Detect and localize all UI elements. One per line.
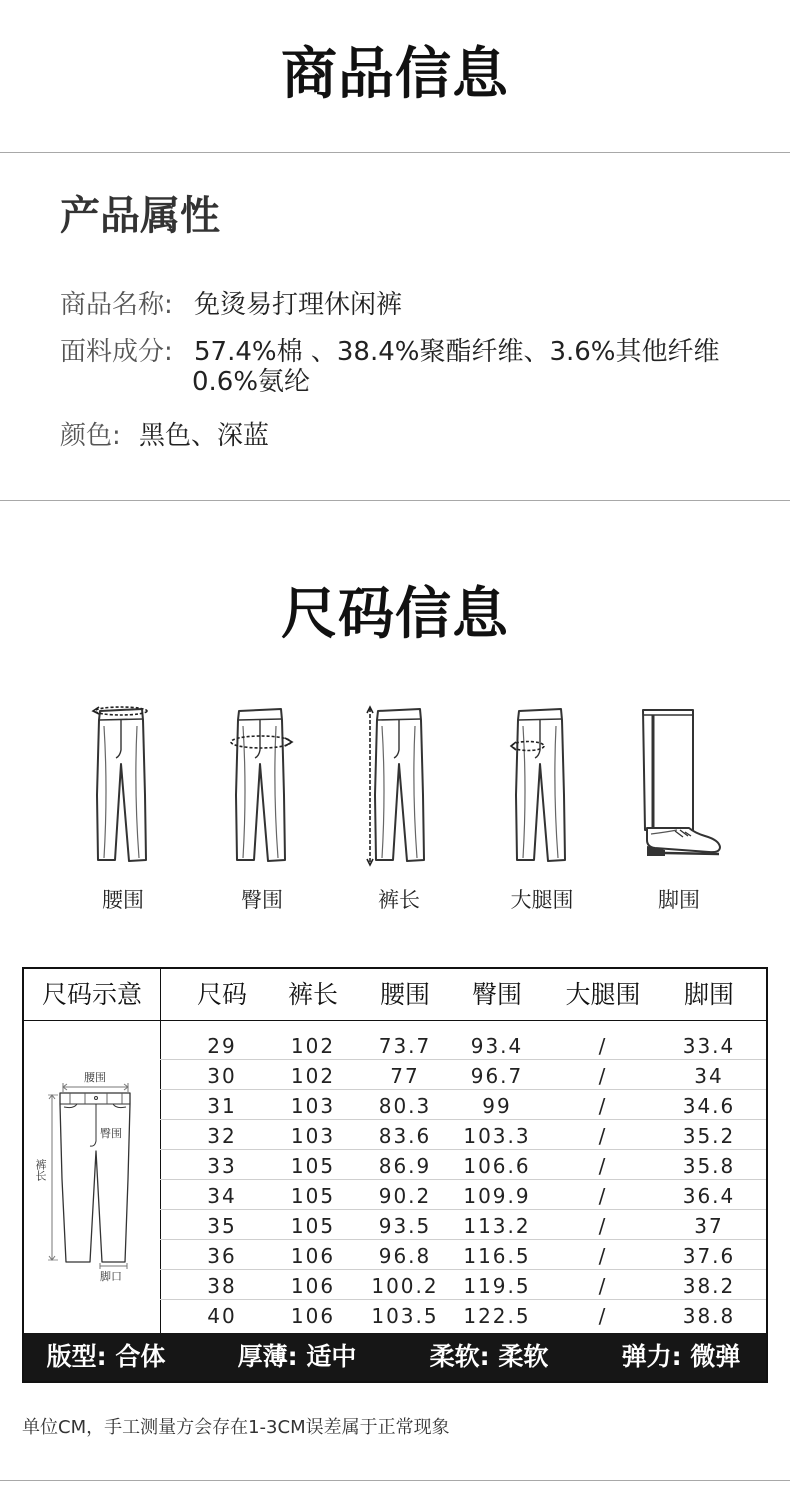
thigh-cell: / [598,1214,608,1238]
waist-cell: 77 [390,1064,420,1088]
column-header-thigh: 大腿围 [565,980,641,1009]
thigh-cell: / [598,1154,608,1178]
column-header-waist: 腰围 [379,980,430,1009]
thigh-cell: / [598,1184,608,1208]
size-cell: 38 [207,1274,237,1298]
product-name-label: 商品名称: [60,290,173,320]
thigh-cell: / [598,1094,608,1118]
hip-cell: 99 [482,1094,512,1118]
hem-cell: 38.8 [682,1304,736,1328]
thigh-cell: / [598,1124,608,1148]
length-cell: 106 [290,1274,336,1298]
diagram-label-hem: 脚口 [100,1270,122,1283]
color-value: 黑色、深蓝 [139,421,270,451]
hip-cell: 122.5 [463,1304,531,1328]
waist-cell: 100.2 [371,1274,439,1298]
column-header-size: 尺码 [196,980,247,1009]
diagram-column-header: 尺码示意 [41,980,142,1009]
hem-cell: 37.6 [682,1244,736,1268]
guide-label-hem: 脚围 [658,888,700,912]
elasticity: 弹力: 微弹 [621,1342,741,1371]
fabric-value: 57.4%棉 、38.4%聚酯纤维、3.6%其他纤维 [194,337,720,367]
diagram-label-length: 裤长 [34,1159,47,1181]
table-row [160,1240,766,1270]
size-cell: 30 [207,1064,237,1088]
thigh-cell: / [598,1064,608,1088]
hip-cell: 109.9 [463,1184,531,1208]
table-row [160,1150,766,1180]
fit-properties-bar [24,1333,766,1381]
thigh-cell: / [598,1034,608,1058]
size-section-title: 尺码信息 [281,582,509,647]
column-header-hip: 臀围 [471,980,522,1009]
hip-cell: 96.7 [470,1064,524,1088]
column-header-hem: 脚围 [683,980,734,1009]
fit-type: 版型: 合体 [46,1342,166,1371]
size-cell: 34 [207,1184,237,1208]
size-cell: 29 [207,1034,237,1058]
length-cell: 102 [290,1034,336,1058]
waist-cell: 83.6 [378,1124,432,1148]
size-table [22,967,768,1383]
hip-cell: 119.5 [463,1274,531,1298]
length-cell: 106 [290,1304,336,1328]
waist-cell: 73.7 [378,1034,432,1058]
diagram-label-waist: 腰围 [84,1071,106,1084]
hip-cell: 93.4 [470,1034,524,1058]
table-row [160,1030,766,1060]
color-label: 颜色: [60,421,121,451]
table-row [160,1210,766,1240]
pants-waist-icon [88,700,158,870]
hip-cell: 116.5 [463,1244,531,1268]
pants-measurement-diagram-icon [44,1079,144,1279]
waist-cell: 103.5 [371,1304,439,1328]
measurement-note: 单位CM，手工测量方会存在1-3CM误差属于正常现象 [22,1417,450,1438]
hip-cell: 113.2 [463,1214,531,1238]
length-cell: 103 [290,1094,336,1118]
waist-cell: 80.3 [378,1094,432,1118]
thickness: 厚薄: 适中 [237,1342,357,1371]
waist-cell: 90.2 [378,1184,432,1208]
thigh-cell: / [598,1244,608,1268]
table-row [160,1180,766,1210]
size-cell: 35 [207,1214,237,1238]
guide-label-hip: 臀围 [241,888,283,912]
pants-hem-icon [637,700,721,870]
guide-label-length: 裤长 [378,888,420,912]
hip-cell: 106.6 [463,1154,531,1178]
table-row [160,1060,766,1090]
hem-cell: 38.2 [682,1274,736,1298]
size-cell: 33 [207,1154,237,1178]
hem-cell: 35.8 [682,1154,736,1178]
table-row [160,1090,766,1120]
fabric-value-line2: 0.6%氨纶 [192,367,311,397]
pants-length-icon [364,700,434,870]
page-title: 商品信息 [281,42,509,107]
length-cell: 105 [290,1184,336,1208]
hip-cell: 103.3 [463,1124,531,1148]
thigh-cell: / [598,1274,608,1298]
header-divider [24,1020,766,1021]
length-cell: 103 [290,1124,336,1148]
attributes-title: 产品属性 [60,193,220,239]
hem-cell: 36.4 [682,1184,736,1208]
divider [0,1480,790,1481]
pants-thigh-icon [507,700,577,870]
fabric-label: 面料成分: [60,337,173,367]
waist-cell: 93.5 [378,1214,432,1238]
thigh-cell: / [598,1304,608,1328]
softness: 柔软: 柔软 [429,1342,549,1371]
waist-cell: 86.9 [378,1154,432,1178]
pants-hip-icon [227,700,297,870]
length-cell: 105 [290,1154,336,1178]
guide-label-thigh: 大腿围 [510,888,574,912]
guide-label-waist: 腰围 [102,888,144,912]
hem-cell: 34.6 [682,1094,736,1118]
product-name-value: 免烫易打理休闲裤 [194,290,403,320]
table-row [160,1300,766,1330]
size-cell: 31 [207,1094,237,1118]
length-cell: 106 [290,1244,336,1268]
hem-cell: 33.4 [682,1034,736,1058]
hem-cell: 37 [694,1214,724,1238]
size-cell: 36 [207,1244,237,1268]
hem-cell: 35.2 [682,1124,736,1148]
length-cell: 105 [290,1214,336,1238]
length-cell: 102 [290,1064,336,1088]
table-header [160,969,766,1020]
diagram-label-hip: 臀围 [100,1127,122,1140]
table-row [160,1270,766,1300]
divider [0,500,790,501]
hem-cell: 34 [694,1064,724,1088]
table-row [160,1120,766,1150]
size-cell: 40 [207,1304,237,1328]
size-cell: 32 [207,1124,237,1148]
column-header-length: 裤长 [287,980,338,1009]
waist-cell: 96.8 [378,1244,432,1268]
divider [0,152,790,153]
